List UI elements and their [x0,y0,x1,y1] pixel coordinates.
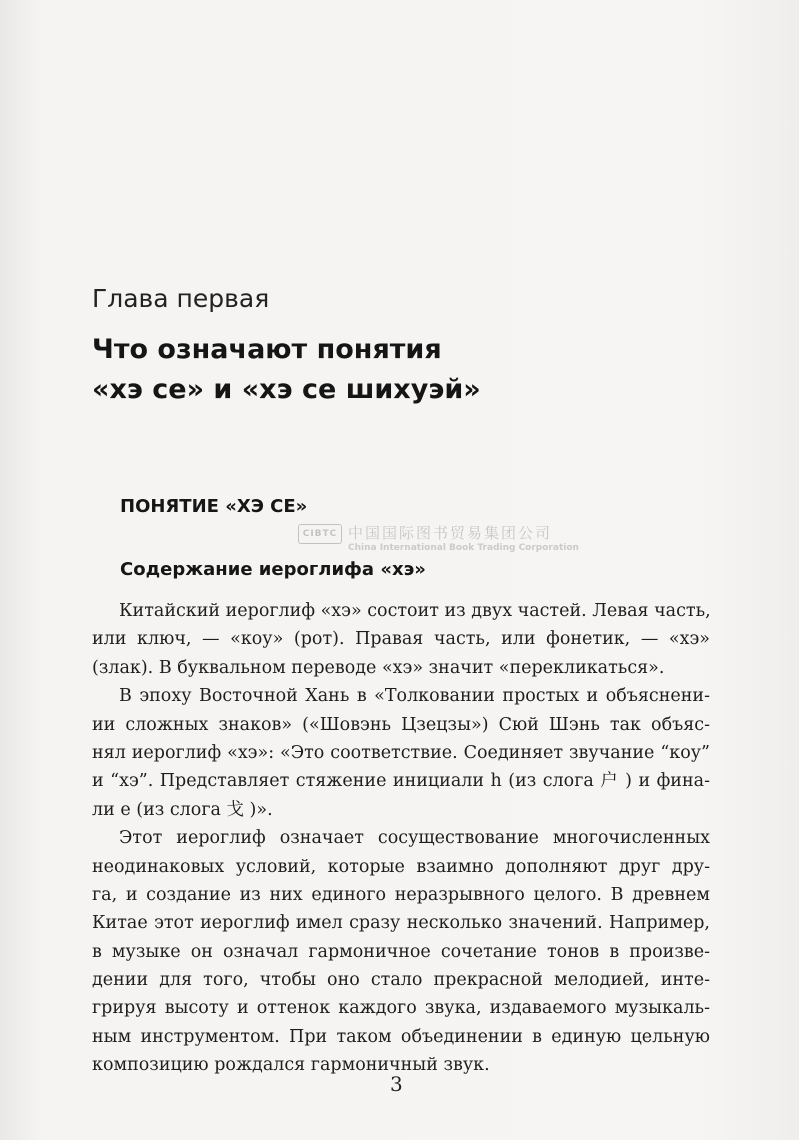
paragraph-line: Этот иероглиф означает сосуществование многочисленных [119,828,710,849]
paragraph-line: ным инструментом. При таком объединении в единую цельную [92,1026,710,1047]
chapter-label: Глава первая [92,284,270,313]
chapter-title-line-1: Что означают понятия [92,334,442,365]
watermark-chinese-text: 中国国际图书贸易集团公司 [348,524,553,542]
publisher-watermark [298,522,579,560]
body-text [92,597,710,1080]
paragraph-line: Китайский иероглиф «хэ» состоит из двух частей. Левая часть, [119,601,711,621]
paragraph-line: грируя высоту и оттенок каждого звука, издаваемого музыкаль- [92,998,710,1019]
chapter-title [92,330,481,410]
paragraph-line: (злак). В буквальном переводе «хэ» значит «перекликаться». [92,657,665,678]
section-heading: ПОНЯТИЕ «ХЭ СЕ» [120,496,308,517]
paragraph-line: дении для того, чтобы оно стало прекрасной мелодией, инте- [92,970,710,991]
watermark-logo: CIBTC [298,524,342,544]
paragraph-line: га, и создание из них единого неразрывного целого. В древнем [92,884,710,905]
paragraph-line: или ключ, — «коу» (рот). Правая часть, или фонетик, — «хэ» [92,629,710,650]
paragraph-line: неодинаковых условий, которые взаимно дополняют друг дру- [92,856,710,877]
paragraph-line: композицию рождался гармоничный звук. [92,1055,490,1076]
watermark-english-text: China International Book Trading Corporation [348,543,579,553]
paragraph-line: нял иероглиф «хэ»: «Это соответствие. Соединяет звучание “коу” [92,742,710,763]
subsection-heading: Содержание иероглифа «хэ» [120,559,426,580]
paragraph-line: Китае этот иероглиф имел сразу несколько значений. Например, [92,913,710,934]
page-number: 3 [390,1072,403,1096]
paragraph-line: В эпоху Восточной Хань в «Толковании простых и объяснени- [119,686,710,707]
paragraph-line: в музыке он означал гармоничное сочетание тонов в произве- [92,941,710,962]
paragraph-line: ли е (из слога 戈 )». [92,799,273,820]
paragraph-line: и “хэ”. Представляет стяжение инициали h (из слога 户 ) и фина- [92,771,710,792]
chapter-title-line-2: «хэ се» и «хэ се шихуэй» [92,374,481,405]
paragraph-line: ии сложных знаков» («Шовэнь Цзецзы») Сюй Шэнь так объяс- [92,714,710,735]
